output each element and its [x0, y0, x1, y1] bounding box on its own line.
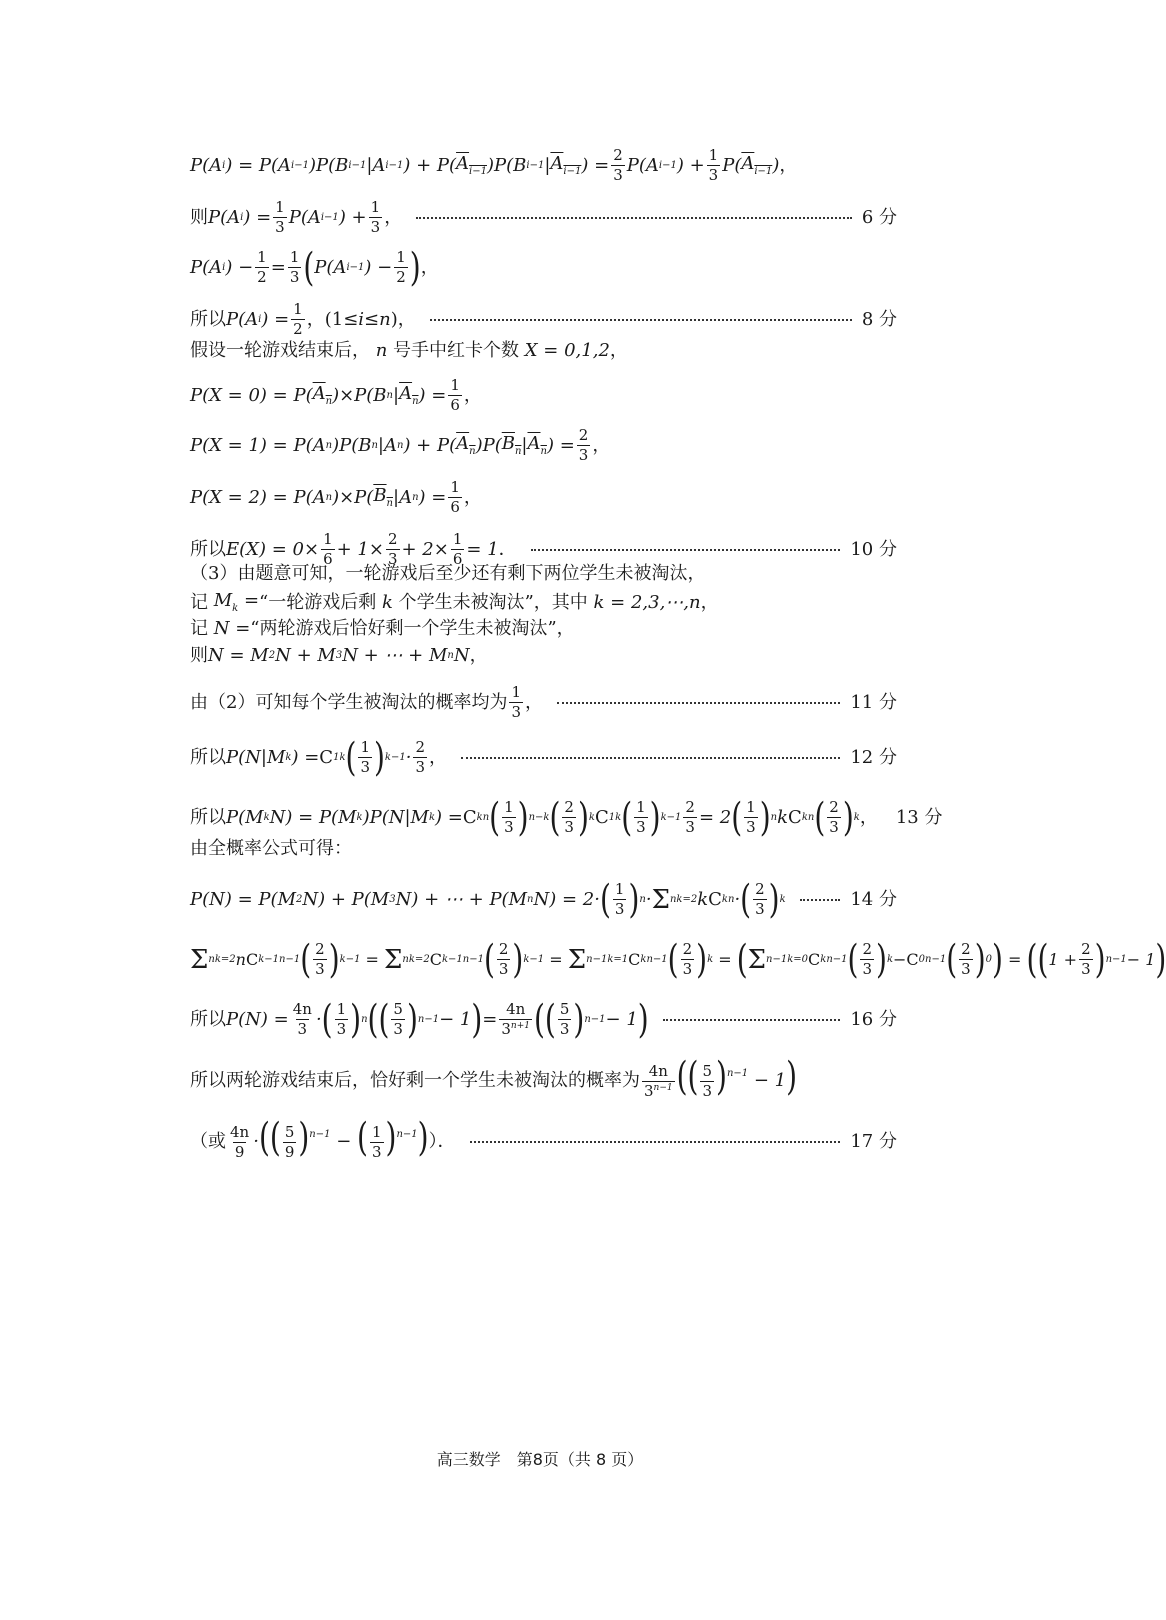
leader-dots [430, 319, 852, 321]
line-5: 假设一轮游戏结束后， n 号手中红卡个数 X = 0,1,2 ， [190, 340, 628, 361]
line-16: 所以 P(M k N) = P(M k )P(N|M k ) = C k n ( 1 3 ) n−k ( 2 3 ) k C 1 k ( 1 3 ) k−1 2 3 = 2 ( 1 3 ) n k C k n ( 2 3 ) k ， 13 分 [190, 793, 943, 840]
score-label: 11 分 [850, 691, 897, 713]
line-6: P(X = 0) = P( $A_n$ )×P(B n | $A_n$ ) = 1 6 ， [190, 376, 482, 414]
line-4: 所以 P(A i ) = 1 2 ，(1≤ i ≤ n )， 8 分 [190, 300, 897, 338]
line-10: （3）由题意可知，一轮游戏后至少还有剩下两位学生未被淘汰， [190, 563, 706, 584]
line-3: P(A i ) − 1 2 = 1 3 ( P(A i−1 ) − 1 2 ) ， [190, 243, 439, 290]
line-1: P(A i ) = P(A i−1 )P(B i−1 |A i−1 ) + P( $A_{i-1}$ )P(B i−1 | $A_{i-1}$ ) = 2 3 P(A i−1 ) + 1 3 P( $A_{i-1}$ ) ， [190, 146, 798, 184]
line-17: 由全概率公式可得： [190, 838, 352, 859]
score-label: 10 分 [850, 538, 897, 560]
leader-dots [800, 899, 841, 901]
leader-dots [416, 217, 852, 219]
line-13: 则 N = M 2 N + M 3 N + ⋯ + M n N ， [190, 645, 488, 666]
leader-dots [557, 702, 840, 704]
leader-dots [531, 549, 841, 551]
score-label: 12 分 [850, 746, 897, 768]
score-label: 8 分 [861, 308, 897, 330]
score-label: 6 分 [861, 206, 897, 228]
score-label: 17 分 [850, 1130, 897, 1152]
score-label: 13 分 [895, 806, 943, 828]
line-7: P(X = 1) = P(A n )P(B n |A n ) + P( $A_n$ )P( $B_n$ | $A_n$ ) = 2 3 ， [190, 426, 611, 464]
score-label: 14 分 [850, 888, 897, 910]
line-22: （或 $\frac{4n}{9}$ ·(( $\frac{5}{9}$ )$^{n-1}$ − ( $\frac{1}{3}$ )$^{n-1}$) ）． 17 分 [190, 1114, 897, 1161]
line-8: P(X = 2) = P(A n )×P( $B_n$ |A n ) = 1 6 ， [190, 478, 482, 516]
line-2: 则 P(A i ) = 1 3 P(A i−1 ) + 1 3 ， 6 分 [190, 198, 897, 236]
leader-dots [663, 1019, 841, 1021]
leader-dots [461, 757, 840, 759]
line-12: 记 N = “两轮游戏后恰好剩一个学生未被淘汰”， [190, 618, 575, 639]
line-9: 所以 E(X) = 0× 1 6 + 1× 2 3 + 2× 1 6 = 1 ． 10 分 [190, 530, 897, 568]
line-18: P(N) = P(M 2 N) + P(M 3 N) + ⋯ + P(M n N) = 2· ( 1 3 ) n · Σ n k=2 k C k n · ( 2 3 ) k 14 分 [190, 875, 897, 922]
line-11: 记 $M_k$ = “一轮游戏后剩 k 个学生未被淘汰”，其中 k = 2,3,⋯,n ， [190, 590, 719, 614]
leader-dots [470, 1141, 841, 1143]
line-15: 所以 P(N|M k ) = C 1 k ( 1 3 ) k−1 · 2 3 ， 12 分 [190, 733, 897, 780]
line-21: 所以两轮游戏结束后，恰好剩一个学生未被淘汰的概率为 $\frac{4n}{3^{n-1}}$ (( $\frac{5}{3}$ )$^{n-1}$ − 1) [190, 1053, 798, 1100]
line-19: Σ n k=2 n C k−1 n−1 ( 2 3 ) k−1 = Σ n k=2 C k−1 n−1 ( 2 3 ) k−1 = Σ n−1 k=1 C k n−1 ( 2 3 ) k = ( Σ n−1 k=0 C k n−1 ( 2 3 ) k − C 0 n−1 ( 2 3 ) 0 ) = (( 1 + 2 3 ) n−1 − 1 ) [190, 935, 1166, 982]
score-label: 16 分 [850, 1008, 897, 1030]
line-14: 由（2）可知每个学生被淘汰的概率均为 1 3 ， 11 分 [190, 683, 897, 721]
line-20: 所以 P(N) = 4n 3 · ( 1 3 ) n (( 5 3 ) n−1 − 1 ) = 4n $3^{n+1}$ (( 5 3 ) n−1 − 1 ) 16 分 [190, 995, 897, 1042]
page-footer: 高三数学 第8页（共 8 页） [436, 1450, 644, 1469]
